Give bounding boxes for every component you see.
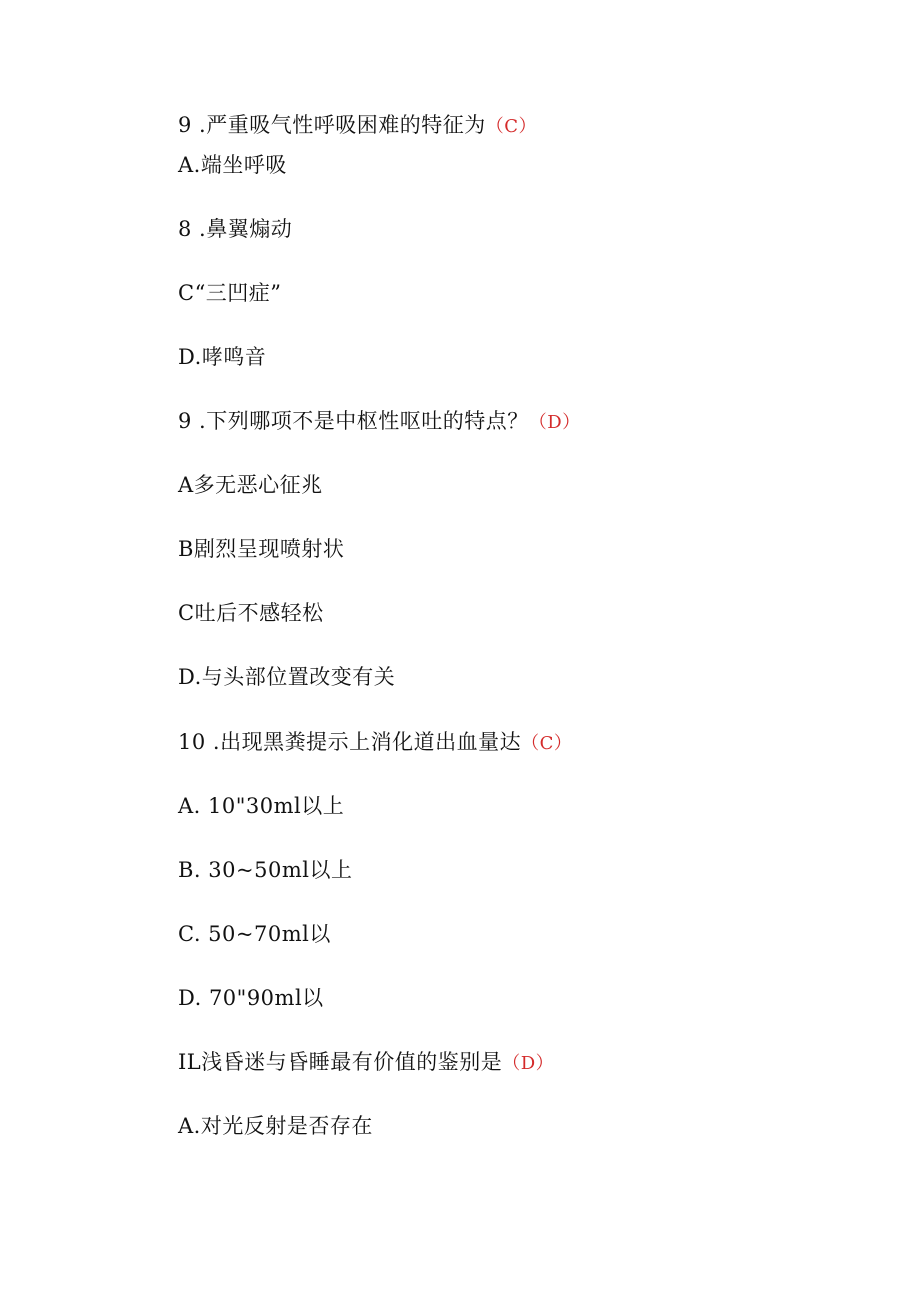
question-1-option-b: 8 .鼻翼煽动 [178, 217, 293, 241]
question-3-option-b: B. 30~50ml以上 [178, 858, 353, 882]
question-3-option-c: C. 50~70ml以 [178, 922, 331, 946]
question-2-stem [178, 407, 581, 437]
question-3-stem [178, 728, 572, 758]
question-4-option-a: A.对光反射是否存在 [178, 1114, 373, 1138]
question-1-option-c: C“三凹症” [178, 281, 282, 305]
question-2-option-d: D.与头部位置改变有关 [178, 665, 396, 689]
question-3-option-a: A. 10"30ml以上 [178, 794, 345, 818]
question-1-option-d: D.哮鸣音 [178, 345, 267, 369]
question-3-answer: （C） [521, 733, 573, 754]
question-2-text: 9 .下列哪项不是中枢性呕吐的特点？ [178, 409, 529, 433]
question-4-answer: （D） [502, 1053, 555, 1074]
question-2-option-b: B剧烈呈现喷射状 [178, 537, 345, 561]
question-2-answer: （D） [528, 412, 581, 433]
question-1-stem [178, 111, 537, 141]
question-2-option-c: C吐后不感轻松 [178, 601, 324, 625]
question-4-stem [178, 1048, 554, 1078]
question-4-text: IL浅昏迷与昏睡最有价值的鉴别是 [178, 1050, 503, 1074]
question-1-answer: （C） [485, 116, 537, 137]
question-1-option-a: A.端坐呼吸 [178, 153, 287, 177]
question-3-option-d: D. 70"90ml以 [178, 986, 324, 1010]
question-3-text: 10 .出现黑粪提示上消化道出血量达 [178, 730, 522, 754]
question-1-text: 9 .严重吸气性呼吸困难的特征为 [178, 113, 486, 137]
question-2-option-a: A多无恶心征兆 [178, 473, 323, 497]
